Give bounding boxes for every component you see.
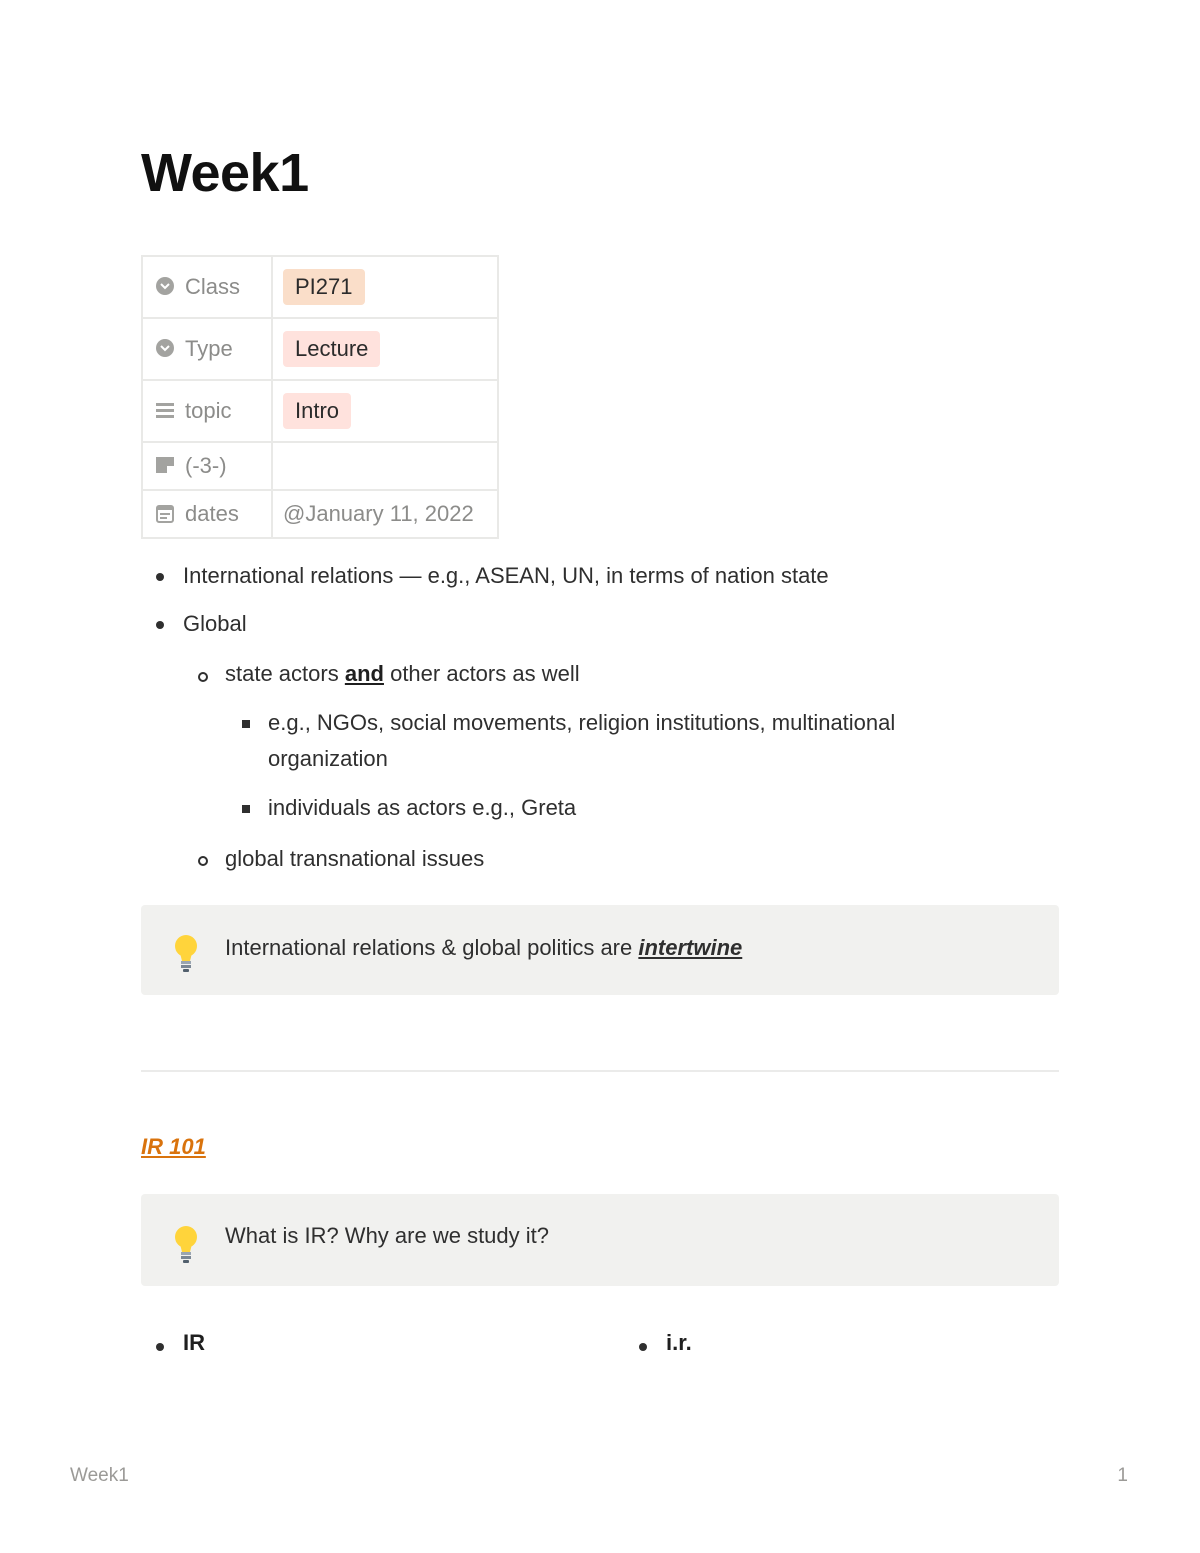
page-number: 1 [1117,1465,1128,1486]
property-row-dates [142,490,498,538]
column-left-item: IR [183,1330,205,1355]
property-label: dates [185,501,239,526]
select-icon [155,338,175,358]
property-row-misc [142,442,498,490]
list-item: e.g., NGOs, social movements, religion institutions, multinational [268,710,896,735]
callout-text: What is IR? Why are we study it? [225,1223,549,1248]
lightbulb-icon [171,933,201,973]
properties-table [141,255,499,539]
file-icon [155,455,175,475]
list-item: state actors and other actors as well [225,661,580,686]
property-row-class [142,256,498,318]
property-value-empty[interactable] [272,442,498,490]
property-label: (-3-) [185,453,227,478]
bullet-ring [198,856,208,866]
bullet-dot [156,621,164,629]
bullet-dot [156,573,164,581]
bullet-dot [639,1343,647,1351]
list-item: Global [183,611,247,636]
emphasis-text: and [344,661,384,686]
calendar-icon [155,503,175,523]
property-label: Class [185,274,241,299]
callout-text: International relations & global politics are intertwine [225,935,743,960]
property-label: topic [185,398,232,423]
bullet-square [242,720,250,728]
list-item-continuation: organization [268,746,388,771]
property-label: Type [185,336,233,361]
list-item: global transnational issues [225,846,485,871]
callout-block [141,1194,1059,1286]
callout-block [141,905,1059,995]
topic-tag: Intro [283,393,351,429]
emphasis-text: intertwine [638,935,743,960]
date-value: @January 11, 2022 [283,501,474,526]
property-row-type [142,318,498,380]
lightbulb-icon [171,1224,201,1264]
text-lines-icon [155,400,175,420]
column-right-item: i.r. [666,1330,692,1355]
list-item: individuals as actors e.g., Greta [268,795,577,820]
bullet-dot [156,1343,164,1351]
select-icon [155,276,175,296]
divider [141,1070,1059,1072]
page-title: Week1 [141,143,309,203]
list-item: International relations — e.g., ASEAN, UN, in terms of nation state [183,563,829,588]
class-tag: PI271 [283,269,365,305]
property-row-topic [142,380,498,442]
section-heading: IR 101 [141,1134,206,1159]
bullet-ring [198,672,208,682]
footer-title: Week1 [70,1465,129,1486]
type-tag: Lecture [283,331,380,367]
bullet-square [242,805,250,813]
